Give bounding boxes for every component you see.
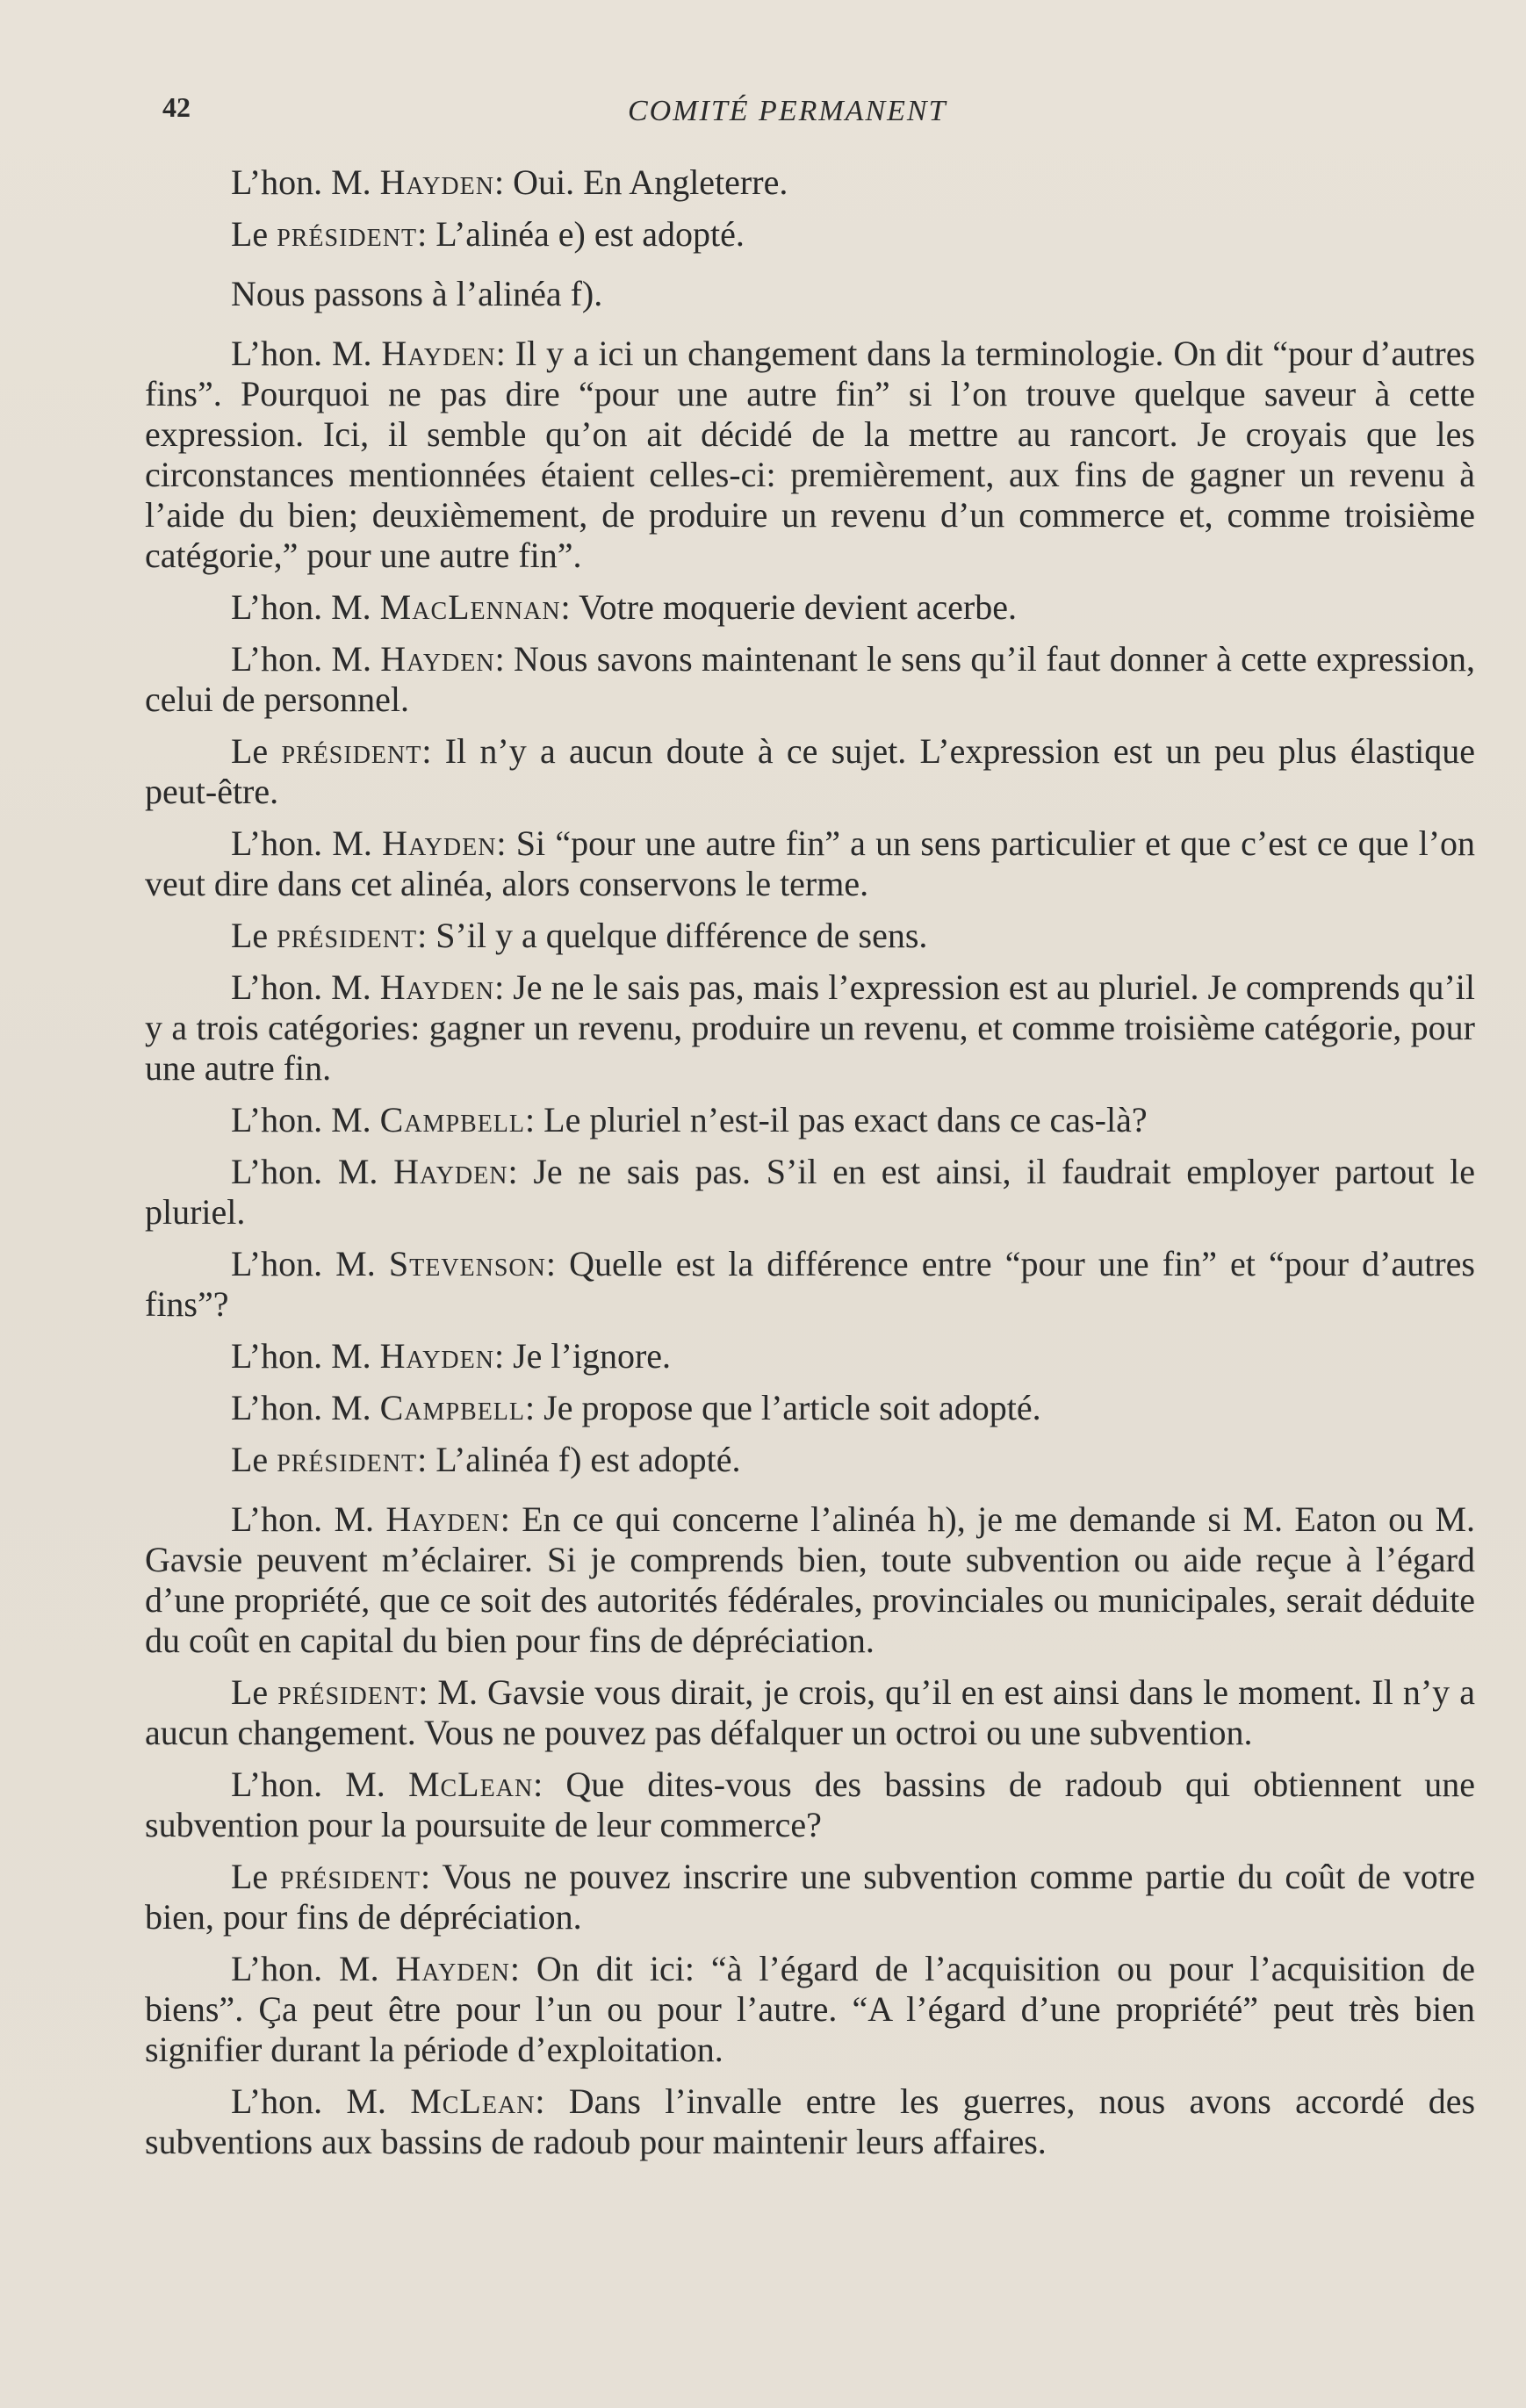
paragraph-text: : Dans l’invalle entre les guerres, nous avons accordé des subventions aux bassins de radoub pour maintenir leurs affaires.	[145, 2081, 1476, 2161]
speaker-name: Stevenson	[388, 1244, 546, 1283]
speaker-title: Le	[231, 731, 269, 771]
paragraph	[145, 1765, 1475, 1845]
paragraph	[145, 1857, 1475, 1937]
speaker-name: président	[277, 1440, 418, 1479]
paragraph	[145, 162, 1475, 203]
paragraph	[145, 214, 1475, 255]
speaker-name: Campbell	[379, 1388, 526, 1427]
paragraph-text: : M. Gavsie vous dirait, je crois, qu’il en est ainsi dans le moment. Il n’y a aucun changement. Vous ne pouvez pas défalquer un octroi ou une subvention.	[145, 1672, 1475, 1752]
speaker-title: L’hon. M.	[231, 2081, 386, 2121]
paragraph-text: : Votre moquerie devient acerbe.	[560, 587, 1017, 627]
paragraph-text: : L’alinéa f) est adopté.	[417, 1440, 741, 1479]
speaker-name: Hayden	[393, 1152, 508, 1191]
speaker-name: Campbell	[379, 1100, 526, 1139]
paragraph	[145, 1499, 1475, 1661]
paragraph	[145, 587, 1475, 628]
paragraph	[145, 1336, 1475, 1377]
paragraph	[145, 1100, 1475, 1140]
speaker-name: MacLennan	[379, 587, 561, 627]
paragraph-text: Nous passons à l’alinéa f).	[231, 274, 603, 313]
speaker-title: L’hon. M.	[231, 1244, 376, 1283]
paragraph	[145, 1949, 1475, 2070]
paragraph-text: : Que dites-vous des bassins de radoub qui obtiennent une subvention pour la poursuite de leur commerce?	[145, 1765, 1476, 1844]
speaker-name: Hayden	[379, 967, 495, 1007]
speaker-title: L’hon. M.	[231, 1499, 375, 1539]
speaker-title: L’hon. M.	[231, 1949, 379, 1988]
running-title: COMITÉ PERMANENT	[628, 95, 947, 127]
speaker-title: Le	[231, 916, 269, 955]
speaker-title: L’hon. M.	[231, 639, 371, 679]
speaker-title: L’hon. M.	[231, 1388, 371, 1427]
speaker-name: président	[277, 916, 418, 955]
speaker-name: McLean	[407, 1765, 534, 1804]
paragraph	[145, 731, 1475, 812]
speaker-name: Hayden	[385, 1499, 500, 1539]
speaker-name: président	[277, 1672, 419, 1712]
paragraph-text: : On dit ici: “à l’égard de l’acquisition ou pour l’acquisition de biens”. Ça peut être pour l’un ou pour l’autre. “A l’égard d’une propriété” peut très bien signifier durant la période d’exploitation.	[145, 1949, 1475, 2069]
paragraph	[145, 967, 1475, 1089]
paragraph-text: : Le pluriel n’est-il pas exact dans ce cas-là?	[525, 1100, 1148, 1139]
speaker-title: L’hon. M.	[231, 823, 372, 863]
speaker-name: Hayden	[382, 823, 497, 863]
paragraph-text: : L’alinéa e) est adopté.	[417, 214, 745, 254]
paragraph-text: : Je l’ignore.	[493, 1336, 672, 1376]
speaker-title: L’hon. M.	[231, 162, 371, 202]
speaker-title: L’hon. M.	[231, 1100, 371, 1139]
paragraph-text: : Nous savons maintenant le sens qu’il faut donner à cette expression, celui de personnel.	[145, 639, 1476, 719]
speaker-name: président	[277, 214, 418, 254]
paragraph	[145, 1244, 1475, 1325]
paragraph	[145, 916, 1475, 956]
paragraph-text: : Vous ne pouvez inscrire une subvention comme partie du coût de votre bien, pour fins de dépréciation.	[145, 1857, 1475, 1937]
speaker-name: Hayden	[379, 162, 494, 202]
speaker-title: L’hon. M.	[231, 1336, 371, 1376]
paragraph	[145, 274, 1475, 314]
speaker-title: Le	[231, 1857, 269, 1896]
speaker-name: président	[281, 731, 422, 771]
paragraph-text: : Je ne sais pas. S’il en est ainsi, il faudrait employer partout le pluriel.	[145, 1152, 1476, 1232]
paragraph	[145, 1152, 1475, 1233]
paragraph	[145, 639, 1475, 720]
paragraph	[145, 823, 1475, 904]
speaker-name: McLean	[410, 2081, 536, 2121]
speaker-name: Hayden	[381, 334, 496, 373]
speaker-name: président	[280, 1857, 421, 1896]
paragraph-text: : Il y a ici un changement dans la terminologie. On dit “pour d’autres fins”. Pourquoi ne pas dire “pour une autre fin” si l’on trouve quelque saveur à cette expression. Ici, il semble qu’on ait décidé de la mettre au rancort. Je croyais que les circonstances mentionnées étaient celles-ci: premièrement, aux fins de gagner un revenu à l’aide du bien; deuxièmement, de produire un revenu d’un commerce et, comme troisième catégorie,” pour une autre fin”.	[145, 334, 1476, 575]
speaker-name: Hayden	[395, 1949, 510, 1988]
paragraph-text: : S’il y a quelque différence de sens.	[417, 916, 928, 955]
speaker-title: L’hon. M.	[231, 967, 371, 1007]
speaker-title: L’hon. M.	[231, 587, 371, 627]
paragraph-text: : Oui. En Angleterre.	[493, 162, 788, 202]
page-number: 42	[162, 91, 191, 123]
paragraph	[145, 1440, 1475, 1480]
speaker-title: L’hon. M.	[231, 334, 372, 373]
body-text	[145, 162, 1475, 2174]
speaker-name: Hayden	[379, 1336, 494, 1376]
paragraph-text: : Je ne le sais pas, mais l’expression est au pluriel. Je comprends qu’il y a trois catégories: gagner un revenu, produire un revenu, et comme troisième catégorie, pour une autre fin.	[145, 967, 1476, 1088]
speaker-title: L’hon. M.	[231, 1765, 385, 1804]
paragraph	[145, 1388, 1475, 1428]
paragraph	[145, 334, 1475, 576]
speaker-title: L’hon. M.	[231, 1152, 378, 1191]
paragraph-text: : En ce qui concerne l’alinéa h), je me demande si M. Eaton ou M. Gavsie peuvent m’éclairer. Si je comprends bien, toute subvention ou aide reçue à l’égard d’une propriété, que ce soit des autorités fédérales, provinciales ou municipales, serait déduite du coût en capital du bien pour fins de dépréciation.	[145, 1499, 1476, 1660]
paragraph	[145, 2081, 1475, 2162]
speaker-title: Le	[231, 214, 269, 254]
paragraph-text: : Je propose que l’article soit adopté.	[525, 1388, 1041, 1427]
speaker-title: Le	[231, 1672, 269, 1712]
speaker-name: Hayden	[380, 639, 495, 679]
paragraph	[145, 1672, 1475, 1753]
paragraph-text: : Il n’y a aucun doute à ce sujet. L’expression est un peu plus élastique peut-être.	[145, 731, 1476, 811]
paragraph-text: : Quelle est la différence entre “pour une fin” et “pour d’autres fins”?	[145, 1244, 1475, 1324]
page-header	[162, 88, 1383, 140]
paragraph-text: : Si “pour une autre fin” a un sens particulier et que c’est ce que l’on veut dire dans cet alinéa, alors conservons le terme.	[145, 823, 1476, 903]
speaker-title: Le	[231, 1440, 269, 1479]
